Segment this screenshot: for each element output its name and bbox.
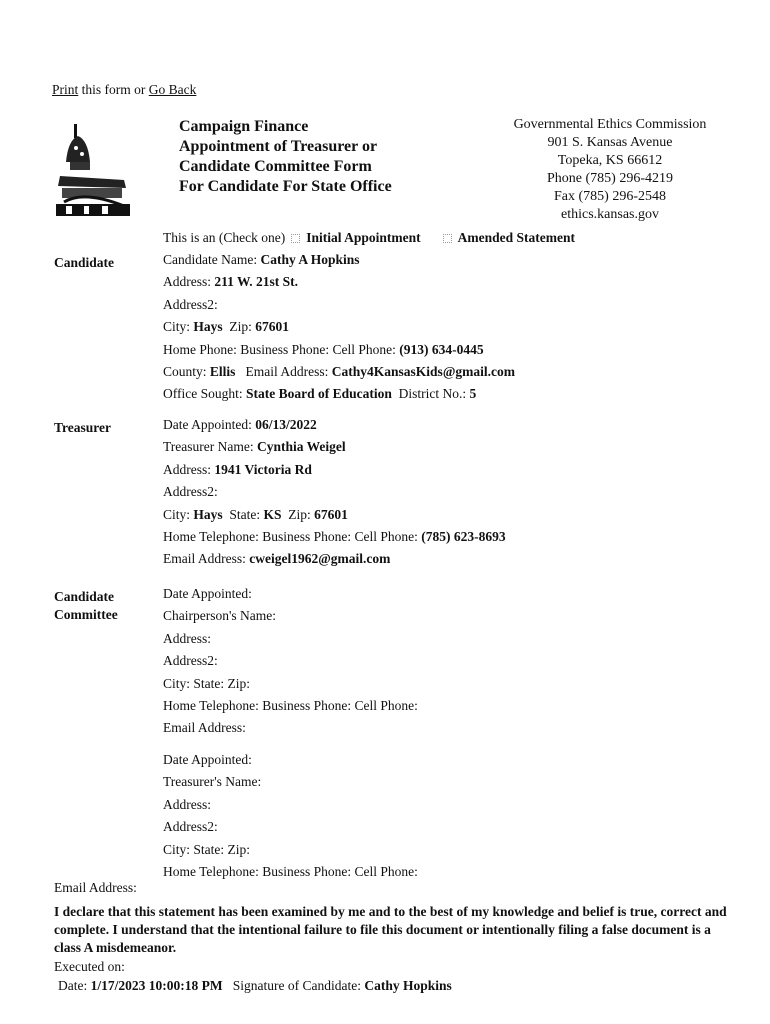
treasurer-state: KS [263,506,282,522]
committee-date-row: Date Appointed: [163,586,252,601]
treasurer-cell-phone: (785) 623-8693 [421,529,506,545]
go-back-link[interactable]: Go Back [148,82,197,97]
candidate-office: State Board of Education [246,386,392,402]
candidate-name-row: Candidate Name: Cathy A Hopkins [163,252,360,267]
agency-city: Topeka, KS 66612 [557,153,663,168]
treasurer-address: 1941 Victoria Rd [214,461,312,477]
committee-treasurer-city-row: City: State: Zip: [163,841,250,857]
committee-treasurer-phones-row: Home Telephone: Business Phone: Cell Phone: [163,864,418,880]
committee-treasurer-date-row: Date Appointed: [163,752,252,767]
committee-email-row: Email Address: [163,720,246,736]
candidate-zip: 67601 [255,319,290,335]
signature-row: Date: 1/17/2023 10:00:18 PM Signature of Candidate: Cathy Hopkins [58,978,452,993]
footer-email-label: Email Address: [54,880,137,895]
committee-section-label [54,588,118,624]
amended-statement-label: Amended Statement [457,230,575,245]
executed-on-label: Executed on: [54,959,125,974]
treasurer-zip: 67601 [314,506,348,522]
candidate-county: Ellis [209,364,236,380]
committee-phones-row: Home Telephone: Business Phone: Cell Phone: [163,698,418,714]
executed-date: 1/17/2023 10:00:18 PM [90,978,223,993]
check-prefix: This is an (Check one) [163,230,286,245]
title-line-3: Candidate Committee Form [179,158,372,175]
treasurer-section-label: Treasurer [54,420,111,435]
print-link[interactable]: Print [52,82,79,97]
committee-chair-row: Chairperson's Name: [163,608,277,624]
agency-phone: Phone (785) 296-4219 [547,171,673,186]
committee-treasurer-address-row: Address: [163,796,211,812]
candidate-district: 5 [469,386,477,402]
committee-treasurer-block [163,749,418,883]
treasurer-name: Cynthia Weigel [256,439,346,455]
agency-address [494,116,726,224]
treasurer-date: 06/13/2022 [255,417,317,432]
candidate-block [163,249,515,406]
form-title [179,117,392,197]
agency-name: Governmental Ethics Commission [513,117,707,132]
treasurer-address2-row: Address2: [163,484,218,500]
treasurer-block [163,414,506,571]
committee-treasurer-name-row: Treasurer's Name: [163,774,262,790]
candidate-cell-phone: (913) 634-0445 [399,341,484,357]
candidate-email: Cathy4KansasKids@gmail.com [331,364,515,380]
nav-text: this form or [78,82,149,97]
candidate-city-row: City: Hays Zip: 67601 [163,319,290,335]
check-one-row [163,227,575,249]
candidate-address2-row: Address2: [163,296,218,312]
candidate-address: 211 W. 21st St. [214,274,299,290]
title-line-2: Appointment of Treasurer or [179,138,378,155]
declaration-text: I declare that this statement has been examined by me and to the best of my knowledge and belief is true, correct and complete. I understand that the intentional failure to file this document or intentionally filing a false document is a class A misdemeanor. [54,904,727,955]
committee-label-line-2: Committee [54,607,118,622]
treasurer-address-row: Address: 1941 Victoria Rd [163,461,312,477]
treasurer-city: Hays [193,506,223,522]
committee-label-line-1: Candidate [54,589,115,604]
initial-appointment-label: Initial Appointment [306,230,421,245]
candidate-city: Hays [193,319,223,335]
treasurer-email-row: Email Address: cweigel1962@gmail.com [163,551,391,567]
treasurer-date-row: Date Appointed: 06/13/2022 [163,417,317,432]
committee-city-row: City: State: Zip: [163,675,250,691]
candidate-address-row: Address: 211 W. 21st St. [163,274,299,290]
agency-street: 901 S. Kansas Avenue [547,135,673,150]
treasurer-city-row: City: Hays State: KS Zip: 67601 [163,506,348,522]
committee-treasurer-address2-row: Address2: [163,819,218,835]
committee-block [163,583,418,740]
amended-checkbox[interactable] [443,234,452,243]
committee-address2-row: Address2: [163,653,218,669]
treasurer-name-row: Treasurer Name: Cynthia Weigel [163,439,346,455]
candidate-signature: Cathy Hopkins [364,978,452,993]
candidate-phones-row: Home Phone: Business Phone: Cell Phone: (913) 634-0445 [163,341,484,357]
title-line-4: For Candidate For State Office [179,178,392,195]
candidate-name: Cathy A Hopkins [260,252,360,267]
candidate-county-row: County: Ellis Email Address: Cathy4KansasKids@gmail.com [163,364,515,380]
title-line-1: Campaign Finance [179,118,309,135]
top-nav [52,82,196,98]
candidate-section-label: Candidate [54,255,115,270]
agency-website: ethics.kansas.gov [561,207,659,222]
kansas-capitol-seal-logo [54,118,134,218]
agency-fax: Fax (785) 296-2548 [554,189,666,204]
treasurer-phones-row: Home Telephone: Business Phone: Cell Phone: (785) 623-8693 [163,529,506,545]
initial-checkbox[interactable] [291,234,300,243]
candidate-office-row: Office Sought: State Board of Education District No.: 5 [163,386,477,402]
committee-address-row: Address: [163,630,211,646]
treasurer-email: cweigel1962@gmail.com [249,551,391,567]
